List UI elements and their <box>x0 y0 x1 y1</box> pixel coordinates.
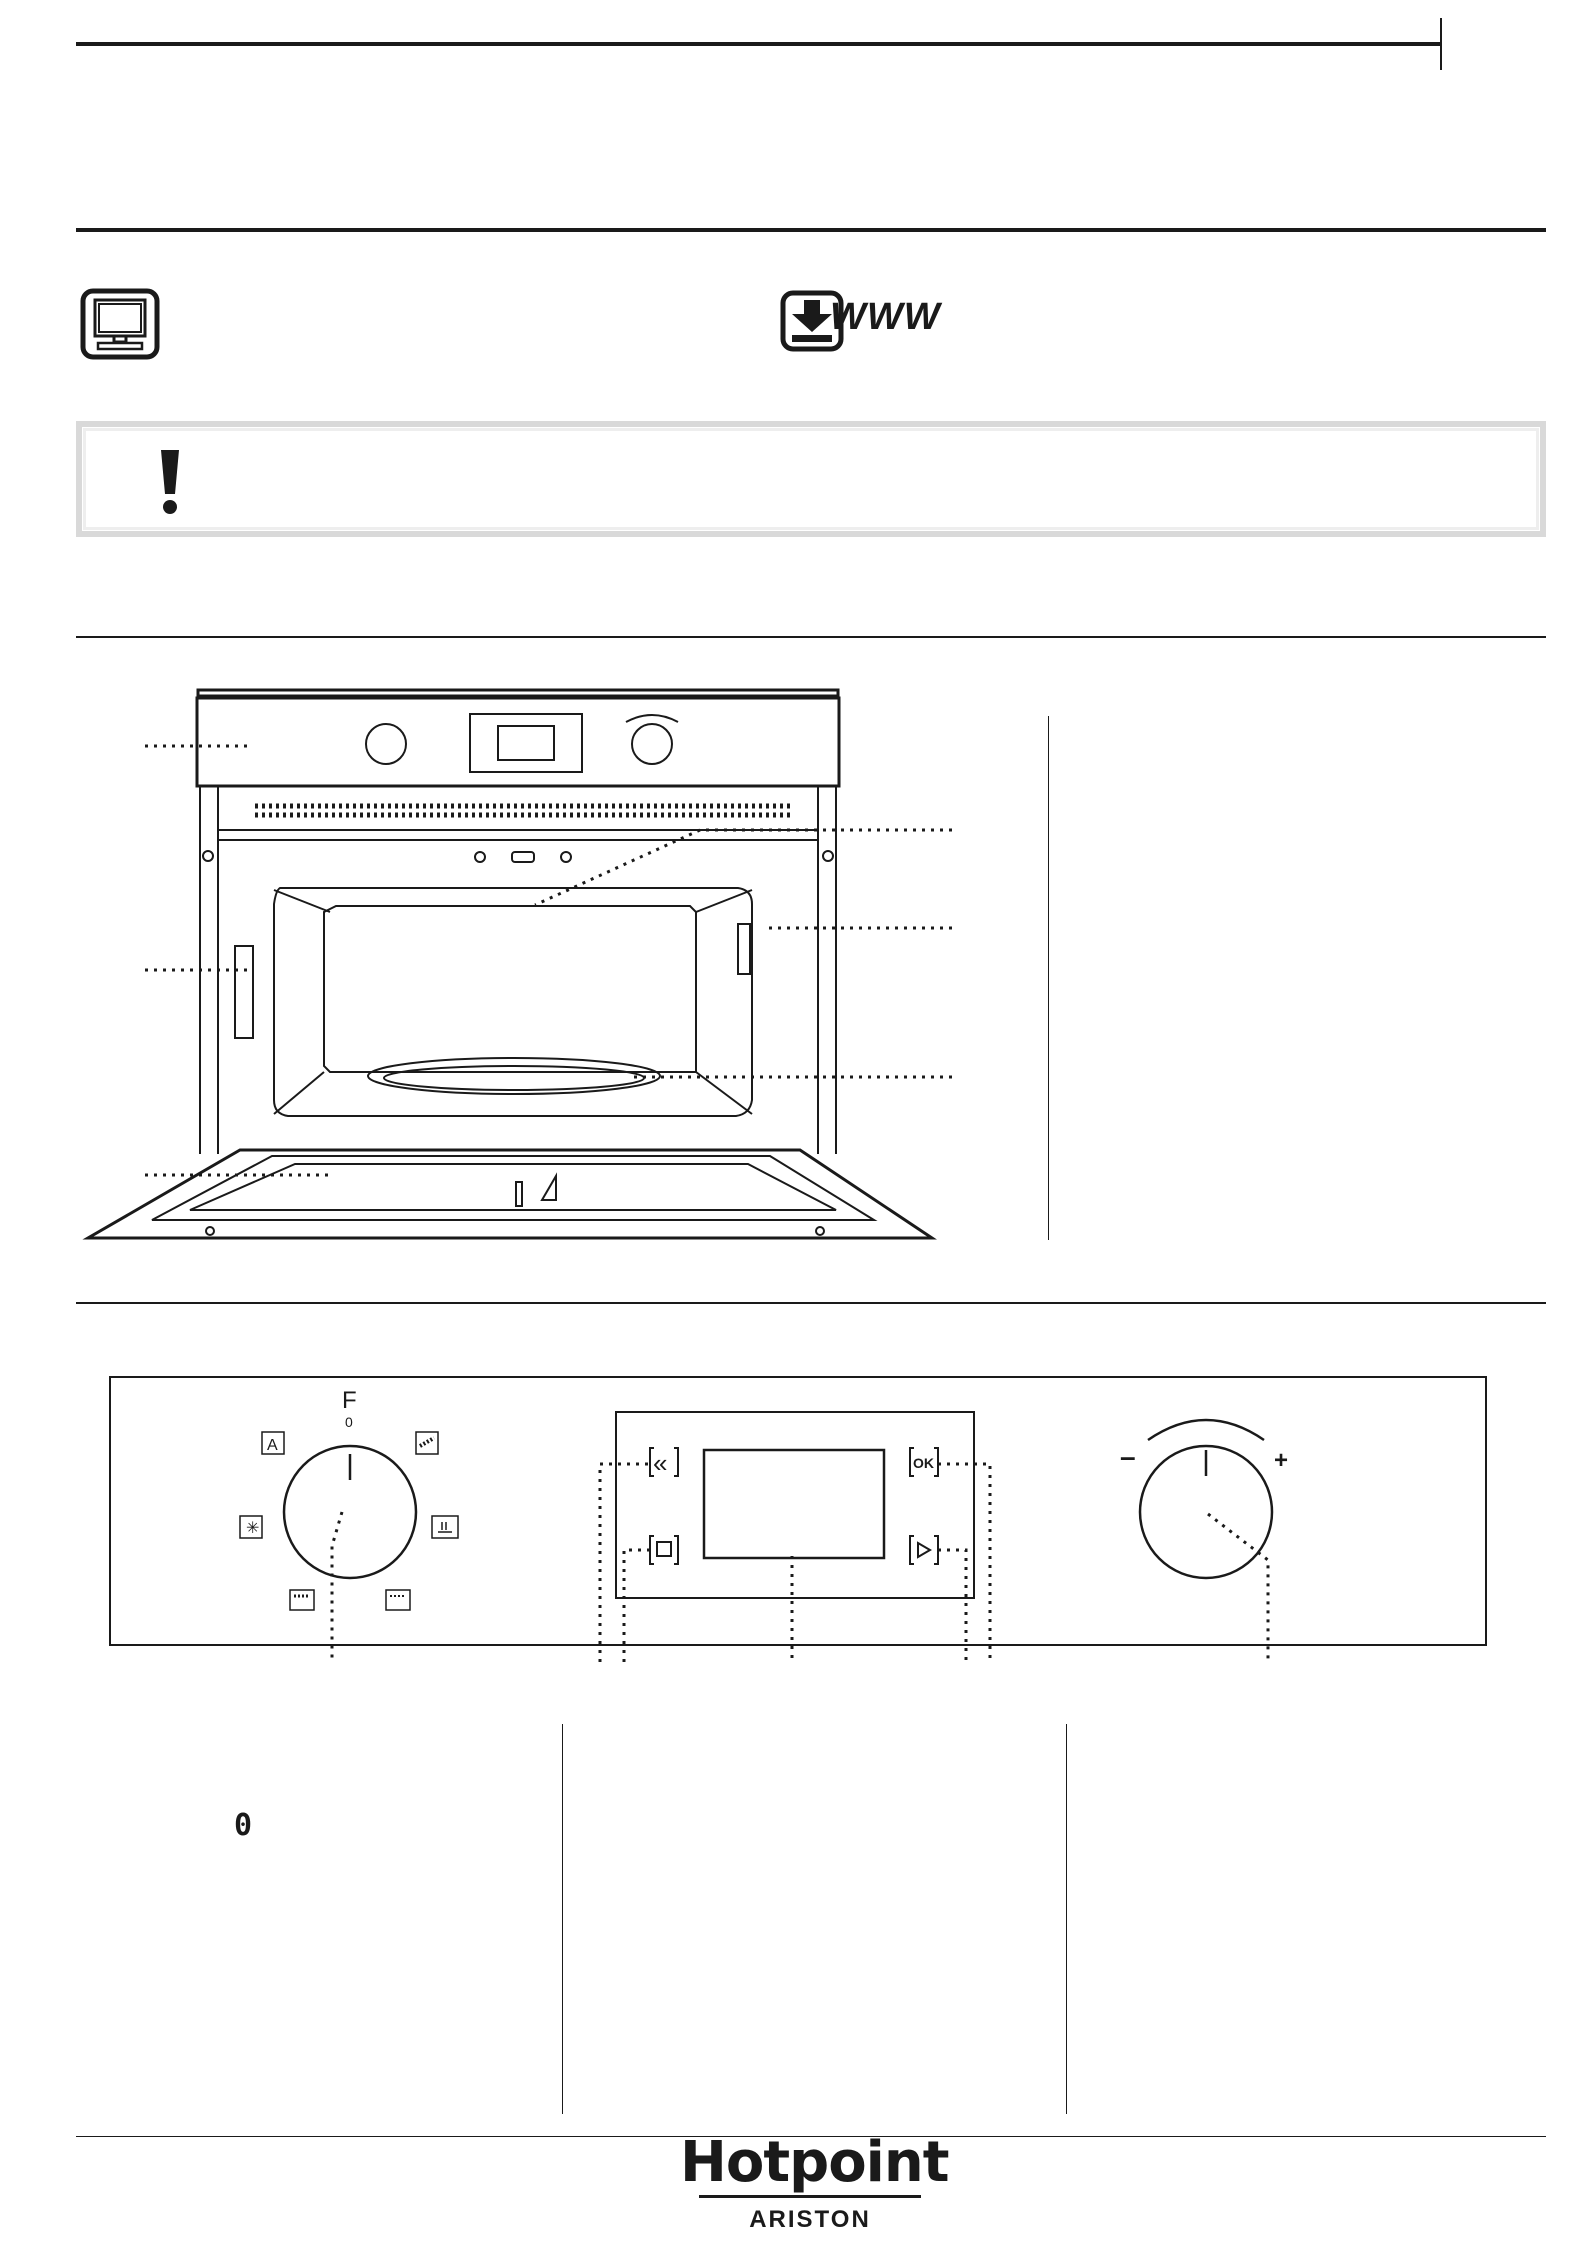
back-button-label: « <box>653 1448 668 1478</box>
brand-name: Hotpoint <box>680 2130 949 2195</box>
brand-logo <box>680 2130 949 2234</box>
svg-text:✳: ✳ <box>246 1520 260 1537</box>
plus-label: + <box>1274 1447 1289 1474</box>
auto-mode-label: A <box>267 1437 278 1454</box>
adjust-knob <box>1140 1420 1272 1578</box>
section-rule-2 <box>76 1302 1546 1304</box>
top-heat-icon <box>386 1590 410 1610</box>
control-panel-diagram <box>0 1360 1587 1670</box>
column-divider-2 <box>1066 1724 1067 2114</box>
mode-knob <box>284 1446 416 1578</box>
brand-sub: ARISTON <box>749 2206 871 2233</box>
oven-section-divider <box>1048 716 1049 1240</box>
display-screen <box>704 1450 884 1558</box>
download-www-text: WWW <box>830 296 941 338</box>
grill-icon <box>290 1590 314 1610</box>
minus-label: – <box>1120 1441 1136 1472</box>
column-1-zero-label: 0 <box>234 1808 253 1843</box>
ok-button-label: OK <box>913 1455 934 1471</box>
column-divider-1 <box>562 1724 563 2114</box>
grill-fan-icon <box>416 1432 438 1454</box>
knob-zero-label: 0 <box>345 1414 353 1430</box>
knob-top-label: F <box>342 1387 357 1414</box>
brand-rule <box>699 2195 921 2198</box>
display-panel <box>616 1412 974 1598</box>
heat-icon <box>432 1516 458 1538</box>
